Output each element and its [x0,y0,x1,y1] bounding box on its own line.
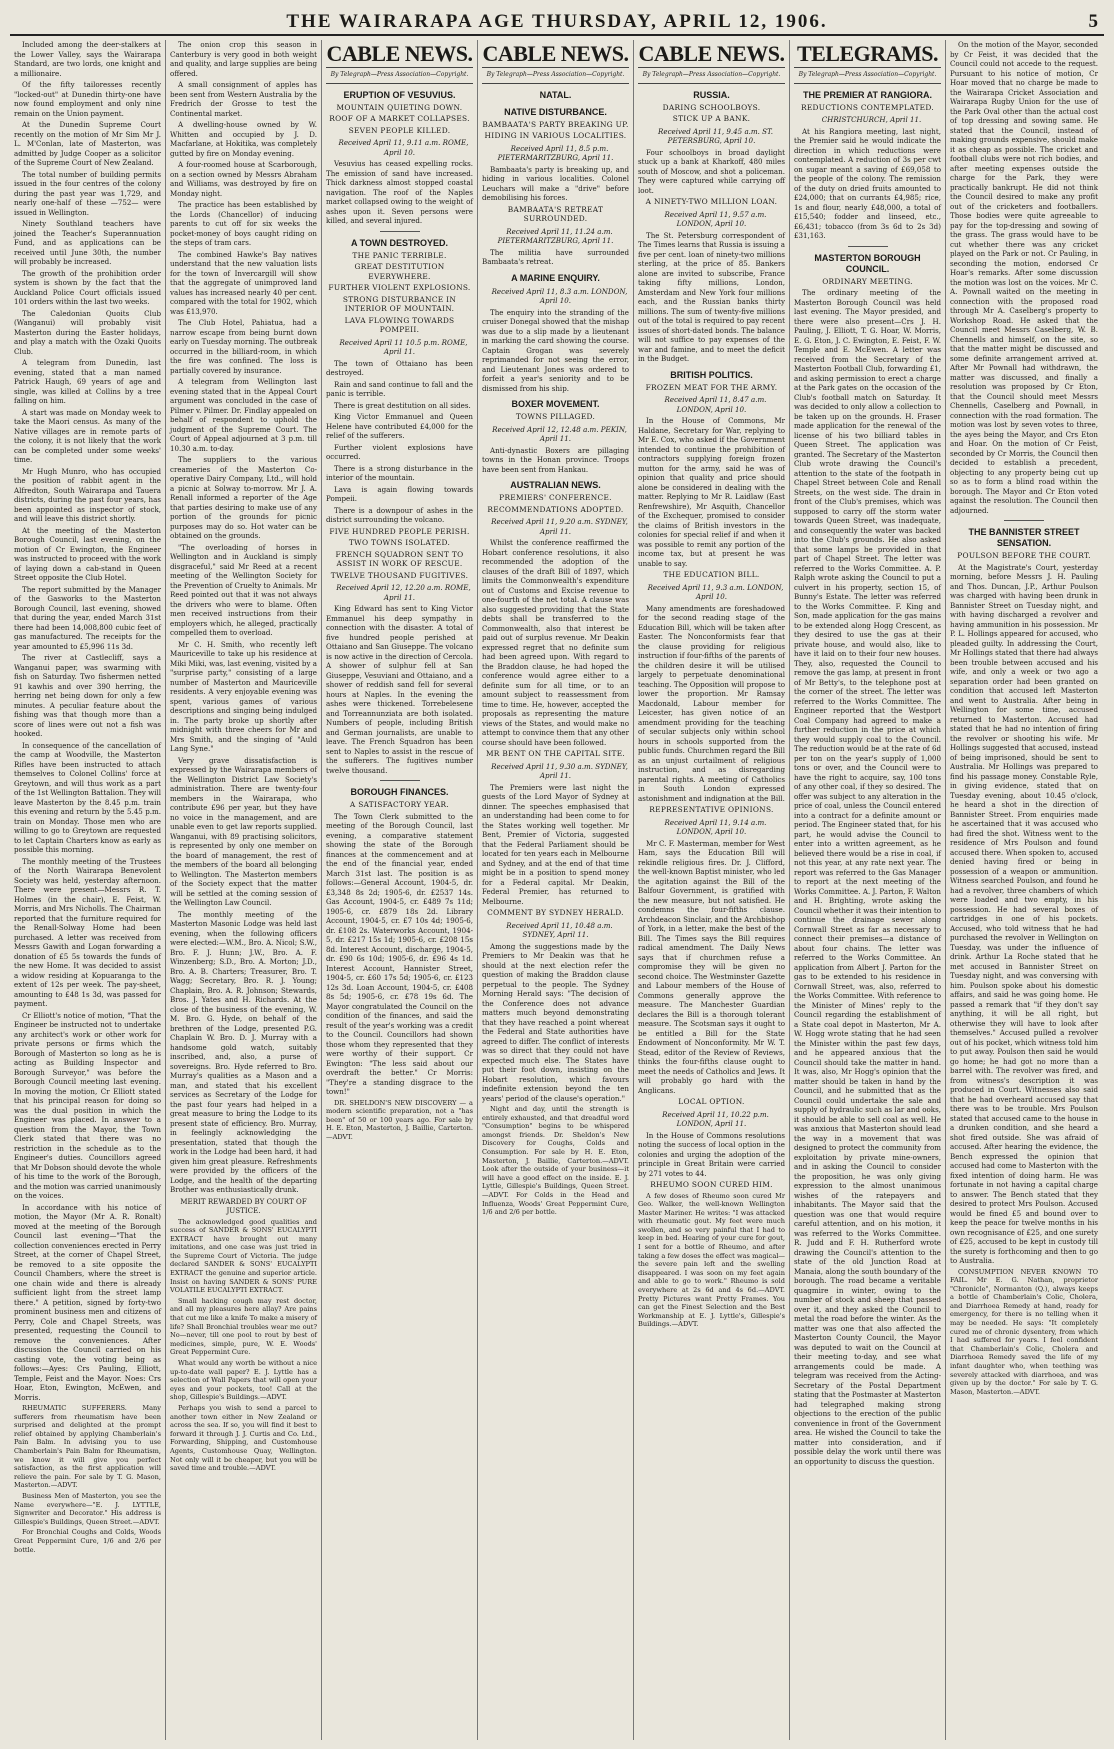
subheading: REDUCTIONS CONTEMPLATED. [801,102,934,112]
news-paragraph: At the meeting of the Masterton Borough Council, last evening, on the motion of Cr Ewington, the Engineer was instructed to proceed with the work of laying down a cab-stand in Queen Street opposite the Club Hotel. [14,525,161,582]
news-paragraph: At his Rangiora meeting, last night, the Premier said he would indicate the direction in which reductions were contemplated. A reduction of 3s per cwt on sugar meant a saving of £69,058 to the people of the colony. The remission of the duty on dried fruits amounted to £24,000; that on currants £4,985; rice, 1s and flour, nearly £48,000, a total of £15,540; fodder and linseed, etc., £6,431; tobacco (from 3s 6d to 2s 3d) £31,163. [794,126,941,240]
news-paragraph: The monthly meeting of the Trustees of the North Wairarapa Benevolent Society was held, yesterday afternoon. There were present—Messrs R. T. Holmes (in the chair), E. Feist, W. Morris, and Mrs Nicholls. The Chairman reported that the furniture required for the Renall-Solway Home had been purchased. A letter was received from Messrs Gawith and Logan forwarding a donation of £5 5s towards the funds of the new Home. It was decided to assist a widow residing at Kopuaranga to the extent of 12s per week. The pay-sheet, amounting to £48 1s 3d, was passed for payment. [14,856,161,1008]
news-paragraph: The onion crop this season in Canterbury is very good in both weight and quality, and large supplies are being offered. [170,40,317,78]
byline: By Telegraph—Press Association—Copyright. [638,70,785,84]
masthead [10,10,1104,36]
headline: NATIVE DISTURBANCE. [504,106,607,117]
subheading: FROZEN MEAT FOR THE ARMY. [645,382,778,392]
dateline: Received April 11, 8.5 p.m. PIETERMARITZBURG, April 11. [497,143,614,162]
subheading: MOUNTAIN QUIETING DOWN. [336,102,463,112]
news-paragraph: The Caledonian Quoits Club (Wanganui) will probably visit Masterton during the Easter holidays, and play a match with the Ozaki Quoits Club. [14,308,161,356]
news-paragraph: The militia have surrounded Bambaata's retreat. [482,247,629,266]
news-paragraph: The growth of the prohibition order system is shown by the fact that the Auckland Police Court officials issued 101 orders within the last two weeks. [14,268,161,306]
subheading: SEVEN PEOPLE KILLED. [348,125,451,135]
divider [1004,520,1044,521]
advertisement: For Bronchial Coughs and Colds, Woods Great Peppermint Cure, 1/6 and 2/6 per bottle. [14,1528,161,1554]
news-paragraph: A four-roomed house at Scarborough, on a section owned by Messrs Abraham and Williams, was destroyed by fire on Monday night. [170,160,317,198]
news-paragraph: In consequence of the cancellation of the camp at Woodville, the Masterton Rifles have been instructed to attach themselves to Colonel Collins' force at Greytown, and will thus work as a part of the 1st Wellington Battalion. They will leave Masterton by the 8.45 p.m. train this evening and return by the 5.45 p.m. train on Monday. Those men who are willing to go to Greytown are requested to let Captain Charters know as early as possible this morning. [14,740,161,854]
dateline: Received April 11 10.5 p.m. ROME, April 11. [339,337,468,356]
advertisement: What would any worth be without a nice up-to-date wall paper? E. J. Lyttle has a selection of Wall Papers that will open your eyes and your pockets, too! Call at the shop, Gillespie's Buildings.—ADVT. [170,1359,317,1402]
headline: A MARINE ENQUIRY. [511,272,600,283]
advertisement: Small hacking cough may rest doctor, and all my pleasures here allay? Are pains that cut me like a knife To make a misery of life? Shall Bronchial troubles wear me out? No—never, till one pool to rout by best of medicines, simple, pure, W. E. Woods' Great Peppermint Cure. [170,1296,317,1357]
dateline: Received April 11, 9.45 a.m. ST. PETERSBURG, April 10. [658,126,773,145]
news-paragraph: The river at Castlecliff, says a Wanganui paper, was swarming with fish on Saturday. Two fishermen netted 91 kawhis and over 390 herring, the herring net being down for only a few minutes. A peculiar feature about the fishing was that though more than a score of lines were out not a fish was hooked. [14,653,161,738]
dateline: Received April 11, 11.24 a.m. PIETERMARITZBURG, April 11. [497,226,614,245]
news-paragraph: Mr C. F. Masterman, member for West Ham, says the Education Bill will rekindle religious fires. Dr. J. Clifford, the well-known Baptist minister, who led the agitation against the Bill of the Balfour Government, is gratified with the new measure, but not satisfied. He condemns the four-fifths clause. Archdeacon Sinclair, and the Archbishop of York, in a letter, make the best of the Bill. The Times says the Bill requires radical amendment. The Daily News says that if churchmen refuse a compromise they will be given no second choice. The Westminster Gazette and Labour members of the House of Commons generally approve the measure. The Manchester Guardian declares the Bill is a thorough tolerant measure. The Scotsman says it ought to be entitled a Bill for the State Endowment of Nonconformity. Mr W. T. Stead, editor of the Review of Reviews, thinks the four-fifths clause ought to meet the needs of Catholics and Jews. It will probably go hard with the Anglicans. [638,838,786,1095]
news-paragraph: Rain and sand continue to fall and the panic is terrible. [326,379,473,398]
headline: BOROUGH FINANCES. [350,787,449,797]
advertisement: A few doses of Rheumo soon cured Mr Geo. Walker, the well-known Wellington Master Mariner. He writes: "I was attacked with rheumatic gout. My feet were much swollen, and so very painful that I had to keep in bed. Hearing of your cure for gout, I sent for a bottle of Rheumo, and after taking a few doses the effect was magical—the severe pain left and the swelling disappeared. I was soon on my feet again and able to go to work." Rheumo is sold everywhere at 2s 6d and 4s 6d.—ADVT. Pretty Pictures want Pretty Frames. You can get the Finest Selection and the Best Workmanship at E. J. Lyttle's, Gillespie's Buildings.—ADVT. [638,1191,785,1329]
subheading: THE PANIC TERRIBLE. [352,250,447,260]
byline: By Telegraph—Press Association—Copyright. [482,70,629,84]
news-paragraph: A dwelling-house owned by W. Whitten and occupied by J. D. Macfarlane, at Hokitika, was completely gutted by fire on Monday evening. [170,120,317,158]
news-paragraph: The total number of building permits issued in the four centres of the colony during the past year was 1,729, and nearly one-half of these —752— were issued in Wellington. [14,169,161,217]
dateline: CHRISTCHURCH, April 11. [821,115,922,124]
headline: A TOWN DESTROYED. [350,237,448,248]
divider [380,780,420,781]
news-paragraph: The town of Ottaiano has been destroyed. [326,358,473,377]
dateline: Received April 11, 9.3 a.m. LONDON, April 10. [647,582,784,601]
subheading: TWELVE THOUSAND FUGITIVES. [330,570,469,580]
subheading: BAMBAATA'S RETREAT SURROUNDED. [507,204,604,223]
section-caption: CABLE NEWS. [326,41,473,66]
news-paragraph: Of the fifty tailoresses recently "locked-out" at Dunedin thirty-one have now found employment and only nine remain on the Union payment. [14,80,161,118]
dateline: Received April 11, 9.14 a.m. LONDON, April 10. [664,817,767,836]
dateline: Received April 11, 9.57 a.m. LONDON, April 10. [664,209,767,228]
news-paragraph: The practice has been established by the Lords (Chancellor) of inducing parents to cut off for six weeks the pocket-money of boys caught riding on the steps of tram cars. [170,200,317,247]
news-paragraph: The combined Hawke's Bay natives understand that the new valuation lists for the town of Invercargill will show that the aggregate of unimproved land values has increased nearly 40 per cent. compared with the total for 1902, which was £13,970. [170,249,317,316]
news-paragraph: There is a downpour of ashes in the district surrounding the volcano. [326,505,473,524]
news-paragraph: The suppliers to the various creameries of the Masterton Co-operative Dairy Company, Ltd., will hold a picnic at Solway to-morrow. Mr J. A. Renall informed a reporter of the Age that parties desiring to make use of any portion of the grounds for picnic purposes may do so. Hot water can be obtained on the grounds. [170,455,317,540]
dateline: Received April 12, 12.20 a.m. ROME, April 11. [336,583,471,602]
news-paragraph: King Edward has sent to King Victor Emmanuel his deep sympathy in connection with the disaster. A total of five hundred people perished at Ottaiano and San Giuseppe. The volcano is now active in the direction of Cercola. A shower of sulphur fell at San Giuseppe, Vesuviani and Ottaiano, and a shower of reddish sand fell for several hours at Naples. In the evening the ashes were thickened. Torrebelesene and Torreannunziata are both isolated. Numbers of people, including British and German journalists, are unable to leave. The French Squadron has been sent to Naples to assist in the rescue of the sufferers. The fugitives number twelve thousand. [326,604,473,775]
subheading: LOCAL OPTION. [678,1097,745,1106]
news-paragraph: "The overloading of horses in Wellington and in Auckland is simply disgraceful," said Mr Reed at a recent meeting of the Wellington Society for the Prevention of Cruelty to Animals. Mr Reed pointed out that it was not always the drivers who were to blame. Often men received instructions from their employers which, he alleged, practically compelled them to overload. [170,542,317,637]
news-paragraph: The Premiers were last night the guests of the Lord Mayor of Sydney at dinner. The speeches emphasised that an understanding had been come to for the States working well together. Mr Bent, Premier of Victoria, suggested that the Federal Parliament should be located for ten years each in Melbourne and Sydney, and at the end of that time might be in a position to spend money for a Federal capital. Mr Deakin, Federal Premier, has returned to Melbourne. [482,782,629,906]
dateline: Received April 11, 9.11 a.m. ROME, April 10. [338,138,469,157]
subheading: TOWNS PILLAGED. [515,412,596,421]
news-paragraph: At the Magistrate's Court, yesterday morning, before Messrs J. H. Pauling and Thos. Duncan, J.P., Arthur Poulson was charged with having been drunk in Bannister Street on Tuesday night, and with having discharged a revolver and having ammunition in his possession. Mr P. L. Hollings appeared for accused, who pleaded guilty. In addressing the Court, Mr Hollings stated that there had always been trouble between accused and his wife, and only a week or two ago a separation order had been granted on condition that accused left Masterton and went to Australia. After being in Wellington for some time, accused returned to Masterton. Accused had stated that he had no intention of firing the revolver or shooting his wife. Mr Hollings suggested that accused, instead of being imprisoned, should be sent to Australia. Mr Hollings was prepared to find his passage money. Constable Ryle, in giving evidence, stated that on Tuesday evening, about 10.45 o'clock, he heard a shot in the direction of Bannister Street. From enquiries made he ascertained that it was accused who had fired the shot. Witness went to the residence of Mrs Poulson and found accused there. When spoken to, accused denied having fired or being in possession of a weapon or ammunition. Witness searched Poulson, and found he had a revolver, three chambers of which were loaded and two empty, in his possession. He had several boxes of cartridges in one of his pockets. Accused, who told witness that he had purchased the revolver in Wellington on Tuesday, was under the influence of drink. Arthur La Roche stated that he met accused in Bannister Street on Tuesday night, and was conversing with him. Poulson spoke about his domestic affairs, and said he was going home. He passed a remark that "if they don't say anything, it will be all right, but otherwise they will have to look after themselves." Accused pulled a revolver out of his pocket, which witness told him to put away. Poulson then said he would go home; he had got no more than a barrel with. The revolver was fired, and from witness's description it was produced in Court. Witnesses also said that he had overheard accused say that there was to be trouble. Mrs Poulson stated that accused came to the house in a drunken condition, and she heard a shot fired outside. She was afraid of accused. After hearing the evidence, the Bench expressed the opinion that accused had come to Masterton with the fixed intention of doing harm. He was fortunate in not having a capital charge to answer. The Bench stated that they desired to protect Mrs Poulson. Accused would be fined £5 and bound over to keep the peace for twelve months in his own recognisance of £25, and one surety of £25, accused to be kept in custody till the surety is forthcoming and then to go to Australia. [950,562,1098,1265]
news-paragraph: The St. Petersburg correspondent of The Times learns that Russia is issuing a five per cent. loan of ninety-two millions sterling, at the price of 85. Bankers alone are invited to subscribe, France taking fifty millions, London, Amsterdam and New York four millions each, and the Russian banks thirty millions. The sum of twenty-five millions out of the total is required to pay recent issues of short-dated bonds. The balance will not suffice to pay expenses of the war and famine, and to meet the deficit in the Budget. [638,230,785,363]
subheading: FIVE HUNDRED PEOPLE PERISH. [329,526,470,536]
subheading: ORDINARY MEETING. [822,276,913,286]
subheading: PREMIERS' CONFERENCE. [499,493,612,502]
subheading: LAVA FLOWING TOWARDS POMPEII. [344,315,455,334]
column-local-news-2 [166,40,322,1740]
news-paragraph: Included among the deer-stalkers at the Lower Valley, says the Wairarapa Standard, are two lords, one knight and a millionaire. [14,40,161,78]
news-paragraph: Many amendments are foreshadowed for the second reading stage of the Education Bill, which will be taken after Easter. The Nonconformists fear that the clause providing for religious instruction if four-fifths of the parents of the children desire it will be utilised largely to perpetuate denominational teaching. The Opposition will propose to lower the proportion. Mr Ramsay Macdonald, Labour member for Leicester, has given notice of an amendment providing for the teaching of secular subjects only within school hours in schools supported from the public funds. Churchmen regard the Bill as an unjust curtailment of religious instruction, and as disregarding parental rights. A meeting of Catholics in South London expressed astonishment and indignation at the Bill. [638,603,785,803]
section-caption: TELEGRAMS. [794,40,941,68]
subheading: A SATISFACTORY YEAR. [349,800,450,809]
news-paragraph: The Town Clerk submitted to the meeting of the Borough Council, last evening, a comparative statement showing the state of the Borough finances at the commencement and at the end of the financial year, ended March 31st last. The position is as follows:—General Account, 1904-5, dr. £3,348 8s 2d; 1905-6, dr. £2537 14s. Gas Account, 1904-5, cr. £489 7s 11d; 1905-6, cr. £879 18s 2d. Library Account, 1904-5, cr. £7 10s 4d; 1905-6, dr. £108 2s. Waterworks Account, 1904-5, dr. £217 15s 1d; 1905-6, cr. £208 15s 8d. Interest Account, discharge, 1904-5, dr. £90 6s 10d; 1905-6, dr. £96 4s 1d. Interest Account, Hannister Street, 1904-5, cr. £60 17s 5d; 1905-6, cr. £123 12s 3d. Loan Account, 1904-5, cr. £408 8s 5d; 1905-6, cr. £78 19s 6d. The Mayor congratulated the Council on the condition of the finances, and said the result of the year's working was a credit to the Council. Councillors had shown those whom they represented that they were worthy of their support. Cr Ewington: "The less said about our overdraft the better." Cr Morris: "They're a standing disgrace to the town!" [326,811,473,1096]
news-paragraph: Anti-dynastic Boxers are pillaging towns in the Honan province. Troops have been sent from Hankau. [482,445,629,474]
news-paragraph: In the House of Commons, Mr Haldane, Secretary for War, replying to Mr E. Cox, who asked if the Government intended to continue the prohibition of contractors supplying foreign frozen mutton for the army, said he was of opinion that quality and price should alone be considered in dealing with the matter. Replying to Mr R. Laidlaw (East Renfrewshire), Mr Asquith, Chancellor of the Exchequer, promised to consider the claims of British investors in the colonies for special relief if and when it was possible to remit any portion of the income tax, but at present he was unable to say. [638,416,785,568]
news-paragraph: A small consignment of apples has been sent from Western Australia by the Fredrich der Grosse to test the Continental market. [170,80,317,118]
news-paragraph: Ninety Southland teachers have joined the Teacher's Superannuation Fund, and as applications can be received until June 30th, the number will probably be increased. [14,219,161,266]
headline: BRITISH POLITICS. [670,369,753,380]
divider [848,246,888,247]
news-paragraph: Cr Elliott's notice of motion, "That the Engineer be instructed not to undertake any architect's work or other work for private persons or firms which the Borough of Masterton so long as he is acting as Building Inspector and Borough Surveyor," was before the Borough Council meeting last evening. In moving the motion, Cr Elliott stated that his principal reason for doing so was the dual position in which the Engineer was placed. In answer to a question from the Mayor, the Town Clerk stated that there was no restriction in the schedule as to the Engineer's duties. Councillors agreed that Mr Dobson should devote the whole of his time to the work of the Borough, and the motion was carried unanimously on the voices. [14,1010,161,1200]
column-telegrams [790,40,946,1740]
news-paragraph: There is great destitution on all sides. [334,400,471,410]
column-council-court [946,40,1102,1740]
headline: BOXER MOVEMENT. [511,399,600,409]
dateline: Received April 11, 8.47 a.m. LONDON, April 10. [664,395,767,414]
news-paragraph: Further violent explosions have occurred. [326,442,473,461]
advertisement: CONSUMPTION NEVER KNOWN TO FAIL. Mr E. G. Nathan, proprietor "Chronicle", Normanton (Q.), always keeps a bottle of Chamberlain's Colic, Cholera, and Diarrhoea Remedy at hand, ready for emergency, for there is no telling when it may be needed. He says: "It completely cured me of chronic dysentery, from which I had suffered for years. I feel confident that Chamberlain's Colic, Cholera and Diarrhoea Remedy saved the life of my infant daughter who, when teething was severely attacked with diarrhoea, and was given up by the doctor." For sale by T. G. Mason, Masterton.—ADVT. [950,1267,1098,1396]
section-caption: CABLE NEWS. [482,41,629,66]
byline: By Telegraph—Press Association—Copyright. [794,70,941,84]
headline: AUSTRALIAN NEWS. [510,480,601,490]
dateline: Received April 11, 10.22 p.m. LONDON, April 11. [662,1109,769,1128]
dateline: Received April 11, 8.3 a.m. LONDON, April 10. [491,286,628,305]
subheading: HIDING IN VARIOUS LOCALITIES. [484,131,627,140]
subheading: FRENCH SQUADRON SENT TO ASSIST IN WORK OF RESCUE. [335,549,464,568]
dateline: Received April 11, 9.30 a.m. SYDNEY, April 11. [491,761,628,780]
news-paragraph: The ordinary meeting of the Masterton Borough Council was held last evening. The Mayor presided, and there were also present—Crs J. H. Pauling, J. Elliott, T. G. Hoar, W. Morris, E. G. Eton, J. C. Ewington, E. Feist, F. W. Temple and E. McEwen. A letter was received from the Secretary of the Masterton Football Club, forwarding £1, and asking permission to erect a charge at the Park gates on the occasion of the Club's football match on Saturday. It was decided to only allow a collection to be taken up on the grounds. H. Fraser made application for the renewal of the license of his two billiard tables in Queen Street. The application was granted. The Secretary of the Masterton Club wrote drawing the Council's attention to the state of the footpath in Chapel Street between Cole and Renall Streets, on the west side. The drain in front of the Club's premises, which was supposed to carry off the storm water towards Queen Street, was inadequate, and consequently the water was backed into the Club's grounds. He also asked that some lamps be provided in that part of Chapel Street. The letter was referred to the Works Committee. A. P. Ralph wrote asking the Council to put a culvert in his property, section 15, of Bunny's Estate. The letter was referred to the Works Committee. F. King and Son, made application for the gas mains to be extended along Hogg Crescent, as they desired to use the gas at their private house, and would also, like to have it laid on to their four new houses. They, also, requested the Council to remove the gas lamp, at present in front of Mr Betty's, to the telephone post at the corner of the street. The letter was referred to the Works Committee. The Engineer reported that the Westport Coal Company had agreed to make a further reduction in the price at which they would supply coal to the Council. The reduction would be at the rate of 6d per ton on the year's supply of 1,000 tons or over, and the Council were to have the right to acquire, say, 100 tons of any other coal, if they so desired. The offer was subject to any alteration in the price of coal, unless the Council entered into a contract for a definite amount or period. The Engineer stated that, for his part, he would advise the Council to enter into a written agreement, as he believed there would be a rise in coal, if not this year, at any rate next year. The report was referred to the Gas Manager to report at the next meeting of the Works Committee. A. J. Parton, F. Walton and H. Brighting, wrote asking the Council whether it was their intention to continue the drainage sewer along Cornwall Street as far as necessary to connect their premises—a distance of about four chains. The letter was referred to the Works Committee. An application from Albert J. Parton for the gas to be extended to his residence in Cornwall Street, was, also, referred to the Works Committee. With reference to the Minister of Mines' reply to the Council regarding the establishment of a State coal depot in Masterton, Mr A. W. Hogg wrote stating that he had seen the Minister within the past few days, and he appeared anxious that the Council should take the matter in hand. It was, also, Mr Hogg's opinion that the matter should be taken in hand by the Council, and he submitted that as the Council could undertake the sale and supply of hydraulic such as lar and ooks, it should be able to sell coal as well. He was anxious that Masterton should lead the way in a movement that was designed to protect the community from exploitation by private mine-owners, and in asking the Council to consider the proposition, he was only giving expression to the almost unanimous wishes of the ratepayers and inhabitants. The Mayor said that the question was one that would require careful attention, and on his motion, it was referred to the Works Committee. R. Judd and F. H. Rutherford wrote drawing the Council's attention to the state of the old Junction Road at Manaia, along the south boundary of the borough. The road became a veritable quagmire in winter, owing to the number of stock and sheep that passed over it, and they asked the Council to metal the road before the winter. As the matter was one that also affected the Masterton County Council, the Mayor was deputed to wait on the Council at their meeting to-day, and see what arrangements could be made. A telegram was received from the Acting-Secretary of the Postal Department stating that the Postmaster at Masterton had telegraphed making strong objections to the erection of the public convenience in front of the Government area. He wished the Council to take the matter into consideration, and if possible delay the work until there was an opportunity to discuss the question. [794,288,941,1466]
advertisement: The acknowledged good qualities and success of SANDER & SONS' EUCALYPTI EXTRACT have brought out many imitations, and one case was just tried in the Supreme Court of Victoria. The judge declared SANDER & SONS' EUCALYPTI EXTRACT the genuine and superior article. Insist on having SANDER & SONS' PURE VOLATILE EUCALYPTI EXTRACT. [170,1217,317,1295]
subheading: FURTHER VIOLENT EXPLOSIONS. [328,283,471,292]
news-paragraph: Four schoolboys in broad daylight stuck up a bank at Kharkoff, 480 miles south of Moscow, and shot a policeman. They were captured while carrying off loot. [638,147,785,195]
dateline: Received April 11, 9.20 a.m. SYDNEY, April 11. [491,517,628,536]
subheading: RECOMMENDATIONS ADOPTED. [487,504,624,514]
subheading: REPRESENTATIVE OPINIONS. [649,805,774,814]
advertisement: Night and day, until the strength is entirely exhausted, and that dreadful word "Consumption" begins to be whispered amongst friends. Dr. Sheldon's New Discovery for Coughs, Colds and Consumption. For sale by H. E. Eton, Masterton, J. Baillie, Carterton.—ADVT. Look after the outside of your business—it will have a good effect on the inside. E. J. Lyttle, Gillespie's Buildings, Queen Street.—ADVT. For Colds in the Head and Influenza, Woods' Great Peppermint Cure, 1/6 and 2/6 per bottle. [482,1105,629,1217]
ad-heading: MERIT REWARDED BY COURT OF JUSTICE. [180,1196,307,1215]
headline: RUSSIA. [693,89,730,100]
column-cable-news-1 [322,40,478,1740]
news-paragraph: In accordance with his notice of motion, the Mayor (Mr A. R. Ronalt) moved at the meeting of the Borough Council last evening—"That the collection conveniences erected in Perry Street, at the corner of Chapel Street, be removed to a site opposite the Council Chambers, where the street is one chain wide and there is already sufficient light from the street lamp there." A petition, signed by forty-two prominent business men and citizens of Perry, Cole and Chapel Streets, was presented, requesting the Council to remove the conveniences. After discussion the Council carried on his casting vote, the voting being as follows:—Ayes: Crs Pauling, Elliott, Temple, Feist and the Mayor. Noes: Crs Hoar, Eton, Ewington, McEwen, and Morris. [14,1202,161,1402]
advertisement: RHEUMATIC SUFFERERS. Many sufferers from rheumatism have been surprised and delighted at the prompt relief obtained by applying Chamberlain's Pain Balm. In advising you to use Chamberlain's Pain Balm for Rheumatism, we know it will give you perfect satisfaction, as the first application will relieve the pain. For sale by T. G. Mason, Masterton.—ADVT. [14,1404,161,1490]
column-cable-news-2 [478,40,634,1740]
news-paragraph: At the Dunedin Supreme Court recently on the motion of Mr Sim Mr J. L. M'Conlan, late of Masterton, was admitted by Judge Cooper as a solicitor of the Supreme Court of New Zealand. [14,120,161,167]
news-paragraph: The monthly meeting of the Masterton Masonic Lodge was held last evening, when the following officers were elected:—W.M., Bro. A. Nicol; S.W., Bro. F. J. Hunn; J.W., Bro. A. F. Winzenberg; S.D., Bro. A. Morton; J.D., Bro. A. B. Charters; Treasurer, Bro. T. Wagg; Secretary, Bro. R. J. Young; Chaplain, Bro. A. R. Johnson; Stewards, Bros. J. Yates and H. Richards. At the close of the business of the evening, W. M. Bro. G. Hyde, on behalf of the brethren of the Lodge, presented P.G. Chaplain W. Bro. D. J. Murray with a handsome gold watch, suitably inscribed, and, also, a purse of sovereigns. Bro. Hyde referred to Bro. Murray's qualities as a Mason and a man, and stated that his excellent services as Secretary of the Lodge for the past four years had helped in a great measure to bring the Lodge to its present state of efficiency. Bro. Murray, in feelingly acknowledging the presentation, stated that though the work in the Lodge had been hard, it had given him great pleasure. Refreshments were provided by the officers of the Lodge, and the health of the departing Brother was enthusiastically drunk. [170,909,317,1194]
section-caption: CABLE NEWS. [638,41,785,66]
news-paragraph: Vesuvius has ceased expelling rocks. The emission of sand have increased. Thick darkness almost stopped coastal navigation. The roof of the Naples market collapsed owing to the weight of ashes upon it. Seven persons were killed, and several injured. [326,159,473,225]
headline: THE PREMIER AT RANGIORA. [802,89,932,100]
subheading: STRONG DISTURBANCE IN INTERIOR OF MOUNTAIN. [342,294,457,313]
news-paragraph: A telegram from Wellington last evening stated that in the Appeal Court argument was concluded in the case of Pilmer v. Pilmer. Dr. Findlay appealed on behalf of respondent to uphold the judgment of the Supreme Court. The Court of Appeal adjourned at 3 p.m. till 10.30 a.m. to-day. [170,377,317,453]
dateline: Received April 11, 10.48 a.m. SYDNEY, April 11. [506,920,613,939]
news-paragraph: The report submitted by the Manager of the Gasworks to the Masterton Borough Council, last evening, showed that during the year, ended March 31st there had been 14,008,800 cubic feet of gas manufactured. The receipts for the year amounted to £5,996 11s 3d. [14,584,161,651]
headline: MASTERTON BOROUGH COUNCIL. [814,252,921,274]
divider [380,231,420,232]
news-paragraph: There is a strong disturbance in the interior of the mountain. [326,463,473,482]
headline: THE BANNISTER STREET SENSATION. [968,527,1080,548]
subheading: TWO TOWNS ISOLATED. [348,538,451,547]
news-paragraph: Lava is again flowing towards Pompeii. [326,484,473,503]
column-local-news [10,40,166,1740]
page-number: 5 [1088,11,1098,32]
advertisement: Business Men of Masterton, you see the Name everywhere—"E. J. LYTTLE, Signwriter and Decorator." His address is Gillespie's Buildings, Queen Street.—ADVT. [14,1491,161,1526]
news-paragraph: A start was made on Monday week to take the Maori census. As many of the Native villages are in remote parts of the colony, it is not likely that the work can be completed under some weeks' time. [14,407,161,464]
news-paragraph: On the motion of the Mayor, seconded by Cr Feist, it was decided that the Council could not accede to the request. Pursuant to his notice of motion, Cr Hoar moved that no charge be made to the Wairarapa Cricket Association and Wairarapa Rugby Union for the use of the Park Oval other than the actual cost of top dressing and sowing same. He stated that the Council, instead of making grounds expensive, should make it as cheap as possible. The cricket and football clubs were not rich bodies, and after meeting expenses outside the charge for the Park, they were practically bankrupt. He did not think the Council desired to make any profit out of the cricketers and footballers. Those bodies were quite agreeable to pay for the top-dressing and sowing of the grass. The grass would have to be cut whether there was any cricket played on the Park or not. Cr Pauling, in seconding the motion, endorsed Cr Hoar's remarks. After some discussion the motion was lost on the voices. Mr C. A. Pownall waited on the meeting in connection with the proposed road through Mr A. Caselberg's property to Workshop Road. He asked that the Council meet Messrs Caselberg, W. B. Chennells and himself, on the site, so that the matter might be discussed and some definite arrangement arrived at. After Mr Pownall had withdrawn, the matter was discussed, and finally a resolution was proposed by Cr Eton, that the Council should meet Messrs Chennells, Caselberg and Pownall, in connection with the road formation. The motion was lost by seven votes to three, the ayes being the Mayor, and Crs Eton and Hoar. On the motion of Cr Feist, seconded by Cr Morris, the Council then decided to establish a precedent, objecting to any property being cut up so as to form a blind road within the borough. The Mayor and Cr Eton voted against the resolution. The Council then adjourned. [950,40,1098,515]
advertisement: Perhaps you wish to send a parcel to another town either in New Zealand or across the sea. If so, you will find it best to forward it through J. J. Curtis and Co. Ltd., Forwarding, Shipping, and Customhouse Agents, Customhouse Quay, Wellington. Not only will it be cheaper, but you will be saved time and trouble.—ADVT. [170,1403,317,1473]
news-paragraph: In the House of Commons resolutions noting the success of local option in the colonies and urging the adoption of the principle in Great Britain were carried by 271 votes to 44. [638,1130,785,1178]
advertisement: DR. SHELDON'S NEW DISCOVERY — a modern scientific preparation, not a "has been" of 50 or 100 years ago. For sale by H. E. Eton, Masterton, J. Baillie, Carterton.—ADVT. [326,1098,473,1141]
subheading: POULSON BEFORE THE COURT. [957,551,1091,560]
subheading: MR BENT ON THE CAPITAL SITE. [485,749,626,758]
headline: ERUPTION OF VESUVIUS. [343,89,456,100]
news-paragraph: A telegram from Dunedin, last evening, stated that a man named Patrick Haugh, 69 years of age and single, was killed at Collins by a tree falling on him. [14,358,161,405]
dateline: Received April 12, 12.48 a.m. PEKIN, April 11. [492,424,627,443]
subheading: THE EDUCATION BILL. [663,570,760,579]
subheading: ROOF OF A MARKET COLLAPSES. [329,114,470,123]
news-paragraph: The Club Hotel, Pahiatua, had a narrow escape from being burnt down early on Tuesday morning. The outbreak occurred in the billiard-room, in which the fire was confined. The loss is partially covered by insurance. [170,318,317,375]
byline: By Telegraph—Press Association—Copyright. [326,70,473,84]
subheading: DARING SCHOOLBOYS. [662,102,761,112]
news-paragraph: Mr C. H. Smith, who recently left Mauriceville to take up his residence at Miki Miki, was, last evening, visited by a "surprise party," consisting of a large number of Masterton and Mauriceville residents. A very enjoyable evening was spent, various games of various descriptions and singing being indulged in. The party broke up shortly after midnight with three cheers for Mr and Mrs Smith, and the singing of "Auld Lang Syne." [170,639,317,753]
news-paragraph: Whilst the conference reaffirmed the Hobart conference resolutions, it also recommended the adoption of the clauses of the draft Bill of 1897, which limits the Commonwealth's expenditure out of Customs and Excise revenue to one-fourth of the net total. A clause was also suggested providing that the State debts shall be transferred to the Commonwealth, also that interest be paid out of surplus revenue. Mr Deakin expressed regret that no definite sum had been agreed upon. With regard to the Braddon clause, he had hoped the conference would agree either to a definite sum for all time, or to an amount subject to reassessment from time to time. He, however, accepted the proposals as representing the mature views of the States, and would make no attempt to convince them that any other course should have been followed. [482,538,629,747]
subheading: A NINETY-TWO MILLION LOAN. [645,197,778,206]
subheading: COMMENT BY SYDNEY HERALD. [487,908,624,917]
news-paragraph: King Victor Emmanuel and Queen Helene have contributed £4,000 for the relief of the sufferers. [326,412,473,440]
subheading: BAMBAATA'S PARTY BREAKING UP. [482,119,629,129]
headline: NATAL. [539,89,572,100]
news-paragraph: Mr Hugh Munro, who has occupied the position of rabbit agent in the Alfredton, South Wairarapa and Tauera districts, during the past four years, has been appointed as inspector of stock, and will leave this district shortly. [14,466,161,523]
news-paragraph: Bambaata's party is breaking up, and hiding in various localities. Colonel Leuchars will make a "drive" before demobilising his forces. [482,164,629,202]
news-paragraph: Very grave dissatisfaction is expressed by the Wairarapa members of the Wellington District Law Society's administration. There are twenty-four members in the Wairarapa, who contribute £96 per year, but they have no voice in the management, and are unable even to get law reports supplied. Wanganui, with 89 practising solicitors, is represented by only one member on the board of management, the rest of the members of the board all belonging to Wellington. The Masterton members of the Society expect that the matter will be settled at the coming session of the Wellington Law Council. [170,755,317,907]
masthead-title: THE WAIRARAPA AGE THURSDAY, APRIL 12, 1906. [286,11,828,32]
column-cable-news-3 [634,40,790,1740]
subheading: RHEUMO SOON CURED HIM. [650,1180,773,1189]
news-paragraph: Among the suggestions made by the Premiers to Mr Deakin was that he should at the next election refer the question of making the Braddon clause perpetual to the people. The Sydney Morning Herald says: "The decision of the Conference does not advance matters much beyond demonstrating that they have reached a point whereat the Federal and State authorities have agreed to differ. The conflict of interests was so direct that they could not have expected much else. The States have put their foot down, insisting on the Hobart resolution, which favours indefinite extension beyond the ten years' period of the clause's operation." [482,941,629,1103]
subheading: STICK UP A BANK. [672,114,751,123]
subheading: GREAT DESTITUTION EVERYWHERE. [354,262,445,281]
news-paragraph: The enquiry into the stranding of the cruiser Donegal showed that the mishap was due to a slip made by a lieutenant in marking the card showing the course. Captain Grogan was severely reprimanded for not seeing the error, and Lieutenant Jones was ordered to forfeit a year's seniority and to be dismissed from his ship. [482,307,629,393]
